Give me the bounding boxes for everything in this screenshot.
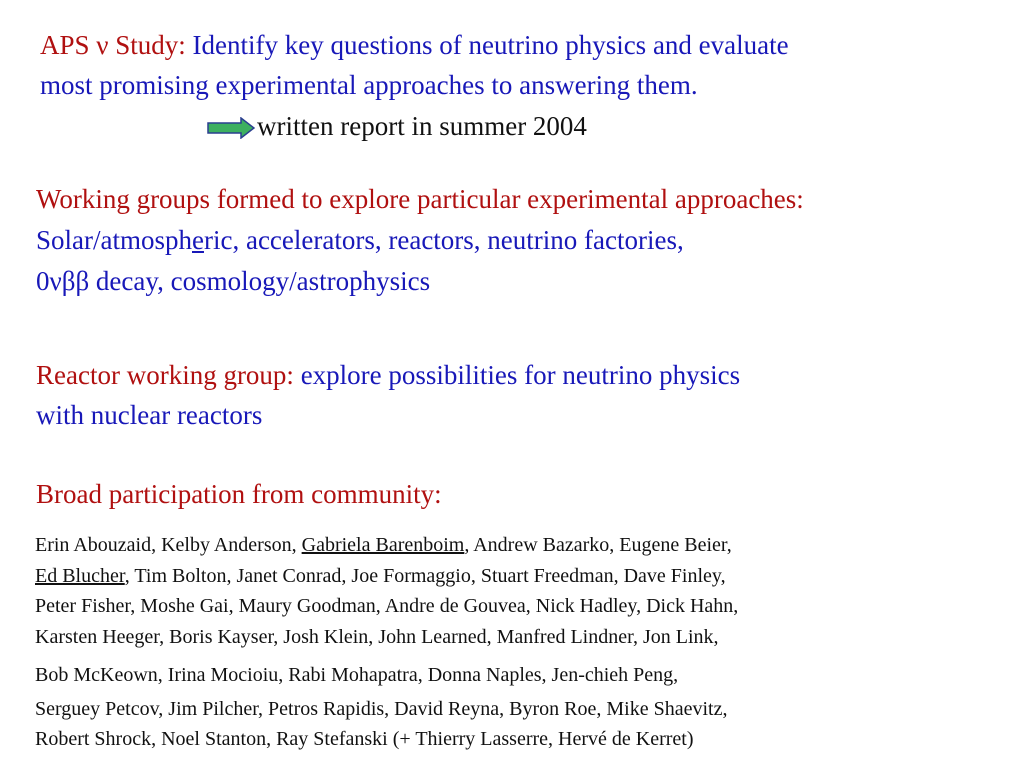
aps-result-text: written report in summer 2004 [257,111,587,141]
reactor-line-2: with nuclear reactors [36,400,263,430]
wg-text-c: ric, accelerators, reactors, neutrino factories, [203,225,684,255]
participants-1b: , Andrew Bazarko, Eugene Beier, [464,534,732,556]
wg-text-b: e [192,225,204,255]
right-arrow-icon [207,117,255,139]
aps-line-1 [40,32,789,59]
participant-line-6: Serguey Petcov, Jim Pilcher, Petros Rapidis, David Reyna, Byron Roe, Mike Shaevitz, [35,698,728,720]
participant-link-blucher: Ed Blucher [35,565,125,587]
participant-line-1 [35,535,732,555]
participant-line-3: Peter Fisher, Moshe Gai, Maury Goodman, Andre de Gouvea, Nick Hadley, Dick Hahn, [35,595,739,617]
aps-label: APS ν Study: [40,30,186,60]
reactor-goal-text: explore possibilities for neutrino physics [300,360,741,390]
working-groups-heading: Working groups formed to explore particular experimental approaches: [36,184,804,214]
participants-1a: Erin Abouzaid, Kelby Anderson, [35,534,302,556]
aps-goal-text: Identify key questions of neutrino physics and evaluate [192,30,789,60]
participant-line-7: Robert Shrock, Noel Stanton, Ray Stefanski (+ Thierry Lasserre, Hervé de Kerret) [35,728,694,750]
participant-line-5: Bob McKeown, Irina Mocioiu, Rabi Mohapatra, Donna Naples, Jen-chieh Peng, [35,664,679,686]
reactor-line-1 [36,362,740,389]
participant-line-4: Karsten Heeger, Boris Kayser, Josh Klein, John Learned, Manfred Lindner, Jon Link, [35,626,719,648]
participant-link-barenboim: Gabriela Barenboim [301,534,465,556]
working-groups-line-2: 0νββ decay, cosmology/astrophysics [36,266,431,296]
working-groups-line-1 [36,227,684,254]
participation-heading: Broad participation from community: [36,479,442,509]
wg-text-a: Solar/atmosph [36,225,192,255]
participants-2b: , Tim Bolton, Janet Conrad, Joe Formaggio, Stuart Freedman, Dave Finley, [124,565,726,587]
aps-line-2: most promising experimental approaches to answering them. [40,70,698,100]
reactor-label: Reactor working group: [36,360,294,390]
participant-line-2 [35,566,726,586]
